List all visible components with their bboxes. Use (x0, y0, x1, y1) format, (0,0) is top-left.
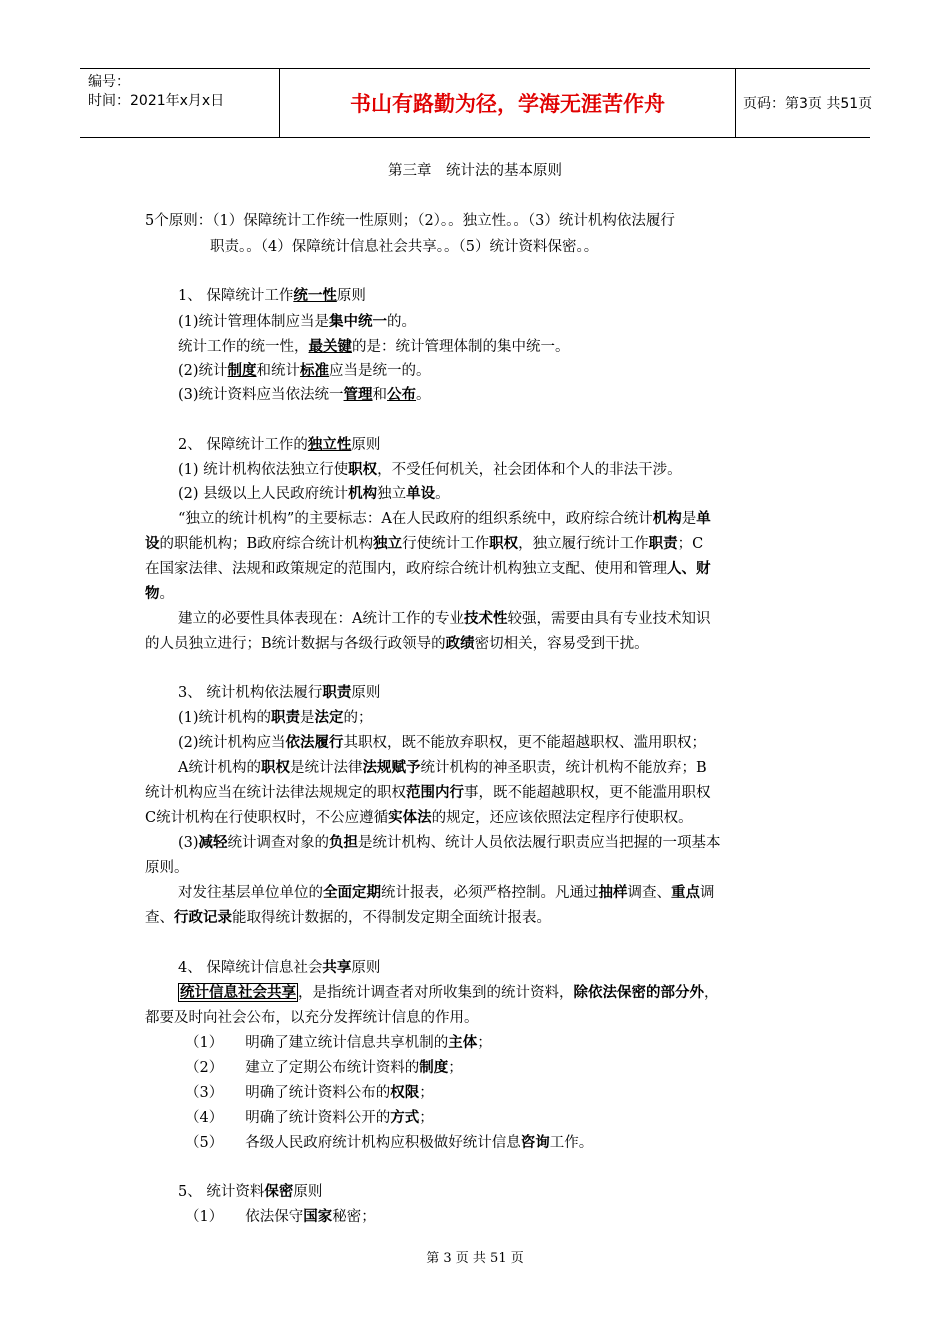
section-3-heading: 3、 统计机构依法履行职责原则 (178, 684, 381, 701)
section-2-para-2-line-1: 建立的必要性具体表现在：A统计工作的专业技术性较强，需要由具有专业技术知识 (178, 610, 711, 627)
section-3-item-3-cont: 原则。 (145, 860, 189, 876)
section-3-para-1-line-3: C统计机构在行使职权时，不公应遵循实体法的规定，还应该依照法定程序行使职权。 (145, 809, 693, 826)
section-4-para-line-2: 都要及时向社会公布，以充分发挥统计信息的作用。 (145, 1010, 479, 1026)
section-1-heading: 1、 保障统计工作统一性原则 (178, 287, 366, 304)
section-4-item-5: （5） 各级人民政府统计机构应积极做好统计信息咨询工作。 (185, 1134, 594, 1151)
section-4-item-4: （4） 明确了统计资料公开的方式； (185, 1109, 434, 1126)
section-3-para-1-line-2: 统计机构应当在统计法律法规规定的职权范围内行事，既不能超越职权，更不能滥用职权 (145, 784, 711, 801)
section-2-para-1-line-3: 在国家法律、法规和政策规定的范围内，政府综合统计机构独立支配、使用和管理人、财 (145, 560, 711, 577)
section-2-para-1-line-4: 物。 (145, 585, 174, 602)
section-2-para-2-line-2: 的人员独立进行；B统计数据与各级行政领导的政绩密切相关，容易受到干扰。 (145, 635, 649, 652)
section-5-heading: 5、 统计资料保密原则 (178, 1183, 323, 1200)
section-2-heading: 2、 保障统计工作的独立性原则 (178, 436, 381, 453)
principles-line-2: 职责。。（4）保障统计信息社会共享。。（5）统计资料保密。。 (210, 239, 599, 255)
section-4-item-3: （3） 明确了统计资料公布的权限； (185, 1084, 434, 1101)
section-3-para-2-line-2: 查、行政记录能取得统计数据的，不得制发定期全面统计报表。 (145, 909, 551, 926)
section-2-item-2: (2) 县级以上人民政府统计机构独立单设。 (178, 485, 450, 502)
section-3-para-2-line-1: 对发往基层单位单位的全面定期统计报表，必须严格控制。凡通过抽样调查、重点调 (178, 884, 715, 901)
chapter-title: 第三章 统计法的基本原则 (388, 163, 562, 179)
section-2-para-1-line-2: 设的职能机构；B政府综合统计机构独立行使统计工作职权，独立履行统计工作职责；C (145, 535, 704, 552)
section-3-item-3: (3)减轻统计调查对象的负担是统计机构、统计人员依法履行职责应当把握的一项基本 (178, 834, 721, 851)
page-footer: 第 3 页 共 51 页 (426, 1251, 524, 1266)
section-5-item-1: （1） 依法保守国家秘密； (185, 1208, 376, 1225)
section-3-item-1: (1)统计机构的职责是法定的； (178, 709, 373, 726)
date-label: 时间：2021年x月x日 (88, 93, 225, 109)
section-2-item-1: (1) 统计机构依法独立行使职权，不受任何机关，社会团体和个人的非法干涉。 (178, 461, 682, 478)
section-4-item-2: （2） 建立了定期公布统计资料的制度； (185, 1059, 463, 1076)
principles-line-1: 5个原则：（1）保障统计工作统一性原则；（2）。。独立性。。（3）统计机构依法履行 (145, 213, 675, 229)
section-1-item-1-note: 统计工作的统一性，最关键的是：统计管理体制的集中统一。 (178, 338, 570, 355)
motto: 书山有路勤为径，学海无涯苦作舟 (280, 69, 736, 137)
header-table (80, 68, 873, 138)
section-3-para-1-line-1: A统计机构的职权是统计法律法规赋予统计机构的神圣职责，统计机构不能放弃；B (178, 759, 707, 776)
page-info: 页码：第3页 共51页 (743, 96, 873, 112)
section-4-heading: 4、 保障统计信息社会共享原则 (178, 959, 381, 976)
section-1-item-3: (3)统计资料应当依法统一管理和公布。 (178, 386, 431, 403)
section-1-item-2: (2)统计制度和统计标准应当是统一的。 (178, 362, 431, 379)
section-2-para-1-line-1: “独立的统计机构”的主要标志：A在人民政府的组织系统中，政府综合统计机构是单 (178, 510, 711, 527)
boxed-term: 统计信息社会共享 (180, 984, 296, 1001)
number-label: 编号： (88, 74, 130, 90)
section-3-item-2: (2)统计机构应当依法履行其职权，既不能放弃职权，更不能超越职权、滥用职权； (178, 734, 707, 751)
section-4-item-1: （1） 明确了建立统计信息共享机制的主体； (185, 1034, 492, 1051)
section-1-item-1: (1)统计管理体制应当是集中统一的。 (178, 313, 417, 330)
section-4-para-line-1: 统计信息社会共享 ，是指统计调查者对所收集到的统计资料，除依法保密的部分外， (180, 984, 719, 1001)
header-meta (80, 69, 280, 137)
